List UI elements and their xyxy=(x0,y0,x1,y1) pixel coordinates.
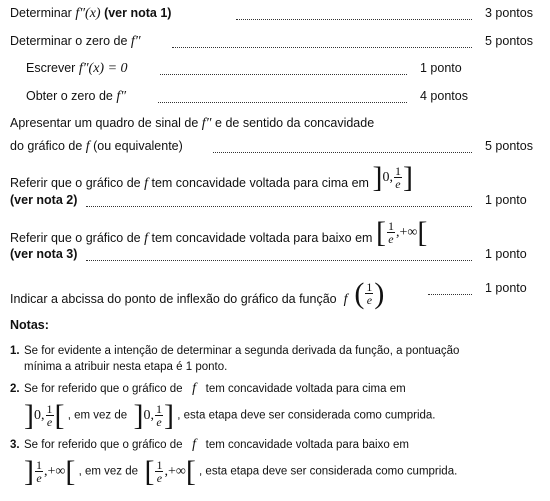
math-expression: f xyxy=(144,175,149,191)
fraction-numerator: 1 xyxy=(387,219,394,233)
criterion-row-6-line-2 xyxy=(10,193,77,207)
bracket-right: [ xyxy=(417,215,428,249)
math-expression: f″ xyxy=(116,89,127,104)
interval xyxy=(133,398,175,432)
criterion-text: Obter o zero de xyxy=(26,89,113,103)
criterion-text: tem concavidade voltada para cima em xyxy=(151,175,369,190)
interval-separator: , xyxy=(150,407,155,423)
criterion-text: Referir que o gráfico de xyxy=(10,175,141,190)
fraction-denominator: e xyxy=(388,232,394,246)
note-number: 2. xyxy=(10,383,20,395)
math-expression: f″(x) xyxy=(75,6,101,21)
note-reference: (ver nota 2) xyxy=(10,193,78,207)
criterion-text: Apresentar um quadro de sinal de xyxy=(10,116,199,130)
bracket-right: ] xyxy=(164,398,175,432)
criterion-row-4 xyxy=(26,89,126,105)
bracket-left: [ xyxy=(375,215,386,249)
interval-separator: , xyxy=(164,463,168,479)
paren-left: ( xyxy=(354,276,365,310)
notes-title: Notas: xyxy=(10,318,49,332)
fraction-denominator: e xyxy=(366,293,373,307)
math-expression: f xyxy=(192,437,197,452)
interval-separator: , xyxy=(389,169,393,185)
interval xyxy=(372,160,413,194)
note-text: tem concavidade voltada para baixo em xyxy=(205,439,409,451)
criterion-row-5-line-1 xyxy=(10,116,374,132)
points-value: 1 ponto xyxy=(485,247,527,261)
paren-right: ) xyxy=(374,276,385,310)
fraction-numerator: 1 xyxy=(156,402,163,416)
bracket-right: [ xyxy=(65,454,76,488)
fraction-numerator: 1 xyxy=(36,458,42,472)
bracket-left: [ xyxy=(144,454,155,488)
fraction xyxy=(365,281,373,306)
fraction-denominator: e xyxy=(36,471,42,485)
points-value: 1 ponto xyxy=(485,193,527,207)
note-2 xyxy=(10,381,480,432)
bracket-right: [ xyxy=(54,398,65,432)
note-line-2 xyxy=(24,398,480,432)
note-text: Se for referido que o gráfico de xyxy=(24,383,183,395)
interval xyxy=(24,454,76,488)
note-text: , esta etapa deve ser considerada como cumprida. xyxy=(177,409,436,422)
interval-separator: , xyxy=(44,463,48,479)
interval-end: +∞ xyxy=(399,224,418,240)
criterion-row-6-line-1 xyxy=(10,160,413,194)
criterion-row-3 xyxy=(26,61,128,77)
interval-separator: , xyxy=(395,224,400,240)
note-line-1 xyxy=(24,437,480,453)
math-expression: f xyxy=(144,230,149,246)
criterion-row-1 xyxy=(10,6,171,22)
fraction xyxy=(35,459,43,484)
note-line: Se for evidente a intenção de determinar a segunda derivada da função, a pontuação xyxy=(24,345,460,357)
points-value: 1 ponto xyxy=(420,61,462,75)
bracket-right: ] xyxy=(402,160,413,194)
interval-start: 0 xyxy=(382,169,390,185)
note-text: Se for referido que o gráfico de xyxy=(24,439,183,451)
note-text: , em vez de xyxy=(78,465,139,478)
note-number: 1. xyxy=(10,345,20,357)
fraction-numerator: 1 xyxy=(46,402,53,416)
criterion-text: Indicar a abcissa do ponto de inflexão do gráfico da função xyxy=(10,291,337,306)
interval-end: +∞ xyxy=(47,463,66,479)
bracket-left: ] xyxy=(133,398,144,432)
fraction-numerator: 1 xyxy=(394,164,401,178)
leader-dots xyxy=(160,74,407,75)
criterion-text: do gráfico de xyxy=(10,139,83,153)
criterion-text: Determinar xyxy=(10,6,72,20)
math-expression: f xyxy=(192,381,197,396)
criterion-text: Determinar o zero de xyxy=(10,34,128,48)
criterion-row-5-line-2 xyxy=(10,139,183,155)
criterion-text: Escrever xyxy=(26,61,76,75)
leader-dots xyxy=(86,206,472,207)
points-value: 1 ponto xyxy=(485,281,527,295)
leader-dots xyxy=(428,294,472,295)
math-expression: f″ xyxy=(201,116,212,131)
note-number: 3. xyxy=(10,439,20,451)
parenthesized-value xyxy=(354,276,385,310)
note-line: mínima a atribuir nesta etapa é 1 ponto. xyxy=(24,361,228,373)
criterion-text: e de sentido da concavidade xyxy=(215,116,375,130)
interval-end: +∞ xyxy=(167,463,186,479)
fraction xyxy=(387,220,395,245)
note-reference: (ver nota 3) xyxy=(10,247,78,261)
criterion-text: (ou equivalente) xyxy=(93,139,183,153)
fraction-denominator: e xyxy=(395,177,401,191)
fraction xyxy=(46,403,54,428)
fraction-denominator: e xyxy=(156,415,162,429)
leader-dots xyxy=(158,102,407,103)
math-expression: f xyxy=(85,139,90,154)
fraction-denominator: e xyxy=(156,471,163,485)
fraction xyxy=(155,459,163,484)
interval xyxy=(24,398,65,432)
leader-dots xyxy=(86,260,472,261)
note-reference: (ver nota 1) xyxy=(104,6,172,20)
interval xyxy=(375,215,428,249)
bracket-right: [ xyxy=(185,454,196,488)
points-value: 5 pontos xyxy=(485,139,533,153)
fraction xyxy=(394,165,402,190)
criterion-text: Referir que o gráfico de xyxy=(10,230,141,245)
points-value: 3 pontos xyxy=(485,6,533,20)
criterion-text: tem concavidade voltada para baixo em xyxy=(151,230,373,245)
fraction-numerator: 1 xyxy=(156,458,163,472)
bracket-left: ] xyxy=(372,160,383,194)
math-expression: f″ xyxy=(130,34,141,49)
criterion-row-2 xyxy=(10,34,141,50)
interval-separator: , xyxy=(41,407,45,423)
note-line-2 xyxy=(24,454,480,488)
leader-dots xyxy=(236,19,472,20)
bracket-left: ] xyxy=(24,398,34,432)
note-text: tem concavidade voltada para cima em xyxy=(205,383,406,395)
interval xyxy=(144,454,196,488)
criterion-row-7-line-2 xyxy=(10,247,77,261)
note-text: , esta etapa deve ser considerada como cumprida. xyxy=(199,465,458,478)
leader-dots xyxy=(213,152,472,153)
note-3 xyxy=(10,437,480,488)
interval-start: 0 xyxy=(143,407,151,423)
points-value: 5 pontos xyxy=(485,34,533,48)
note-1 xyxy=(10,343,480,375)
fraction-denominator: e xyxy=(46,415,53,429)
bracket-left: ] xyxy=(24,454,34,488)
fraction-numerator: 1 xyxy=(366,280,373,294)
fraction xyxy=(155,403,163,428)
interval-start: 0 xyxy=(34,407,41,423)
points-value: 4 pontos xyxy=(420,89,468,103)
leader-dots xyxy=(172,47,472,48)
note-line-1 xyxy=(24,381,480,397)
criterion-row-7-line-1 xyxy=(10,215,428,249)
note-text: , em vez de xyxy=(67,409,128,422)
math-expression: f xyxy=(343,291,348,307)
criterion-row-8 xyxy=(10,276,385,310)
math-expression: f″(x) = 0 xyxy=(78,61,128,76)
